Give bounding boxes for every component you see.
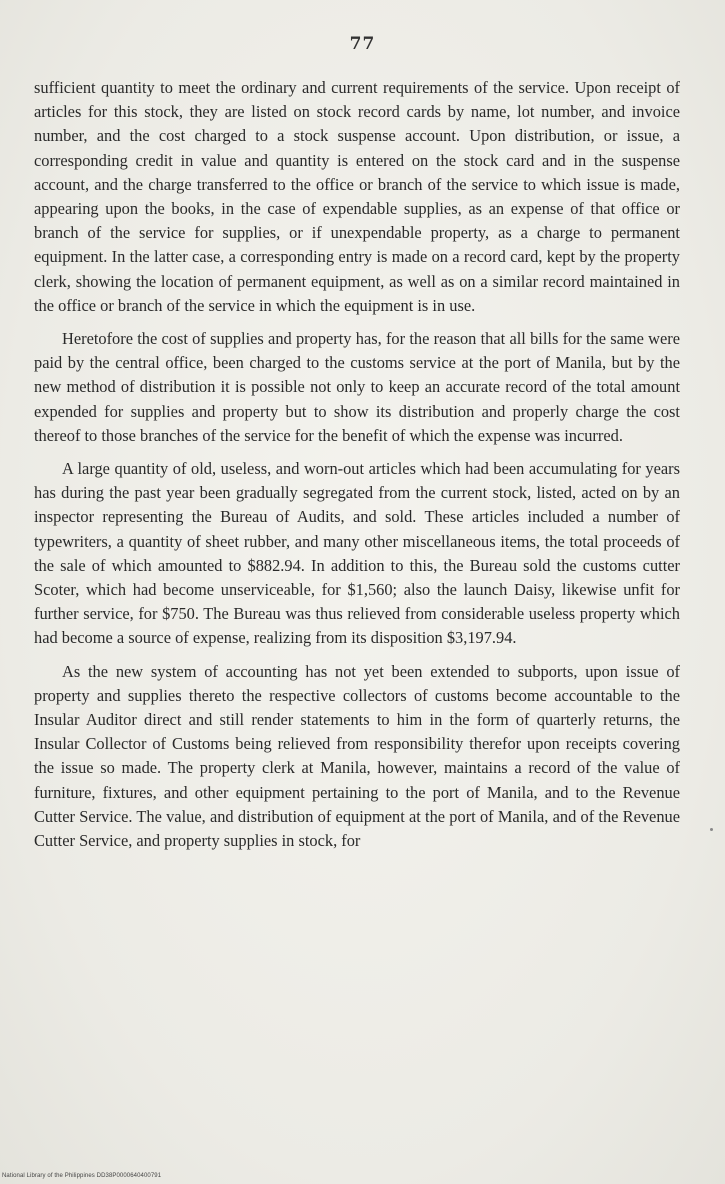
body-text bbox=[34, 76, 680, 862]
paragraph-1: sufficient quantity to meet the ordinary and current requirements of the service. Upon receipt of articles for this stock, they are listed on stock record cards by name, lot number, and invoice number, and the cost charged to a stock suspense account. Upon distribution, or issue, a corresponding credit in value and quantity is entered on the stock card and in the suspense account, and the charge transferred to the office or branch of the service to which issue is made, appearing upon the books, in the case of expendable supplies, as an expense of that office or branch of the service for supplies, or if unexpendable property, as a charge to permanent equipment. In the latter case, a corresponding entry is made on a record card, kept by the property clerk, showing the location of permanent equipment, as well as on a similar record maintained in the office or branch of the service in which the equipment is in use. bbox=[34, 78, 680, 315]
paragraph-3: A large quantity of old, useless, and worn-out articles which had been accumulating for years has during the past year been gradually segregated from the current stock, listed, acted on by an inspector representing the Bureau of Audits, and sold. These articles included a number of typewriters, a quantity of sheet rubber, and many other miscellaneous items, the total proceeds of the sale of which amounted to $882.94. In addition to this, the Bureau sold the customs cutter Scoter, which had become unserviceable, for $1,560; also the launch Daisy, likewise unfit for further service, for $750. The Bureau was thus relieved from considerable useless property which had become a source of expense, realizing from its disposition $3,197.94. bbox=[34, 459, 680, 648]
scan-footer: National Library of the Philippines DD38P0000640400791 bbox=[2, 1173, 162, 1179]
scan-speck bbox=[710, 828, 713, 831]
page-number: 77 bbox=[349, 34, 376, 54]
paragraph-4: As the new system of accounting has not yet been extended to subports, upon issue of property and supplies thereto the respective collectors of customs become accountable to the Insular Auditor direct and still render statements to him in the form of quarterly returns, the Insular Collector of Customs being relieved from responsibility therefor upon receipts covering the issue so made. The property clerk at Manila, however, maintains a record of the value of furniture, fixtures, and other equipment pertaining to the port of Manila, and to the Revenue Cutter Service. The value, and distribution of equipment at the port of Manila, and of the Revenue Cutter Service, and property supplies in stock, for bbox=[34, 661, 680, 851]
paragraph-2: Heretofore the cost of supplies and property has, for the reason that all bills for the same were paid by the central office, been charged to the customs service at the port of Manila, but by the new method of distribution it is possible not only to keep an accurate record of the total amount expended for supplies and property but to show its distribution and properly charge the cost thereof to those branches of the service for the benefit of which the expense was incurred. bbox=[34, 329, 680, 445]
